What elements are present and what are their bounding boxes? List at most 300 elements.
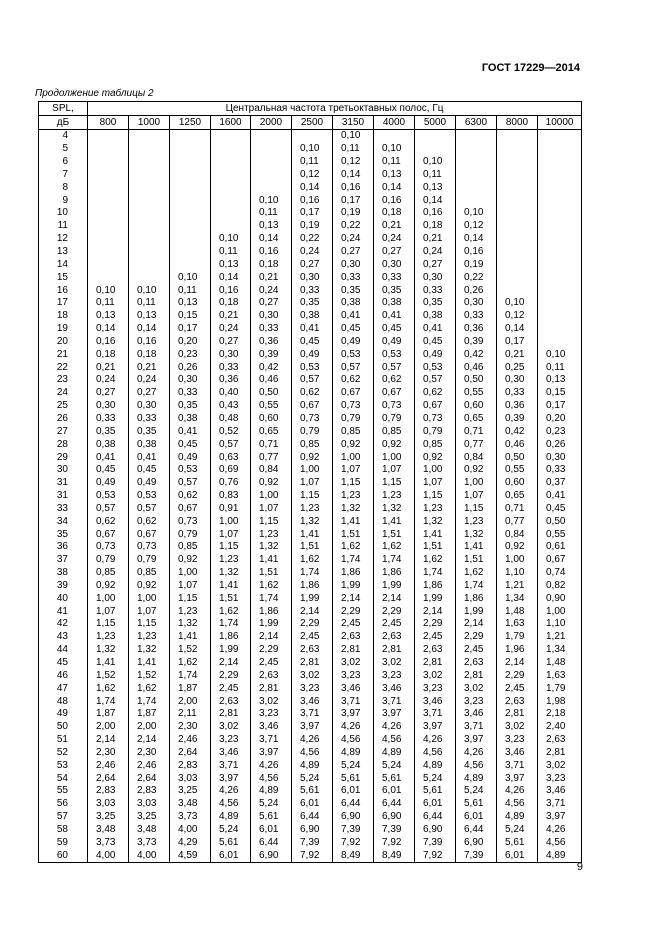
- cell-value: 1,51: [292, 541, 333, 554]
- spl-value: 52: [39, 747, 88, 760]
- cell-value: 0,30: [292, 271, 333, 284]
- table-row: [39, 348, 582, 361]
- cell-value: 4,56: [415, 747, 456, 760]
- spl-value: 40: [39, 592, 88, 605]
- cell-value: 0,24: [374, 233, 415, 246]
- cell-value: [456, 181, 497, 194]
- cell-value: 0,67: [538, 554, 582, 567]
- cell-value: 3,71: [251, 734, 292, 747]
- cell-value: 0,35: [170, 400, 211, 413]
- cell-value: 1,15: [129, 618, 170, 631]
- cell-value: 4,00: [170, 824, 211, 837]
- table-row: [39, 387, 582, 400]
- spl-value: 33: [39, 502, 88, 515]
- cell-value: 0,12: [497, 310, 538, 323]
- cell-value: 0,53: [292, 361, 333, 374]
- cell-value: [211, 169, 251, 182]
- cell-value: [88, 169, 129, 182]
- cell-value: 0,35: [88, 425, 129, 438]
- cell-value: 0,38: [333, 297, 374, 310]
- cell-value: 0,17: [170, 323, 211, 336]
- cell-value: 2,14: [292, 605, 333, 618]
- cell-value: 0,13: [88, 310, 129, 323]
- spl-value: 26: [39, 413, 88, 426]
- cell-value: 1,41: [415, 528, 456, 541]
- cell-value: 1,99: [211, 644, 251, 657]
- cell-value: 0,77: [251, 451, 292, 464]
- cell-value: [538, 194, 582, 207]
- cell-value: 1,15: [251, 515, 292, 528]
- cell-value: [88, 246, 129, 259]
- cell-value: [129, 181, 170, 194]
- cell-value: 0,73: [129, 541, 170, 554]
- cell-value: 1,00: [497, 554, 538, 567]
- cell-value: 0,45: [88, 464, 129, 477]
- cell-value: 0,33: [88, 413, 129, 426]
- cell-value: 0,11: [292, 156, 333, 169]
- cell-value: 0,11: [170, 284, 211, 297]
- cell-value: 0,30: [170, 374, 211, 387]
- frequency-header: 4000: [374, 116, 415, 130]
- cell-value: 0,35: [415, 297, 456, 310]
- cell-value: 6,01: [374, 785, 415, 798]
- cell-value: 1,96: [497, 644, 538, 657]
- spl-value: 28: [39, 438, 88, 451]
- cell-value: 0,65: [251, 425, 292, 438]
- cell-value: [538, 297, 582, 310]
- spl-value: 54: [39, 772, 88, 785]
- cell-value: [456, 169, 497, 182]
- page-number: 9: [576, 861, 583, 873]
- cell-value: 2,64: [170, 747, 211, 760]
- cell-value: 2,83: [129, 785, 170, 798]
- cell-value: 1,74: [88, 695, 129, 708]
- cell-value: 0,27: [251, 297, 292, 310]
- cell-value: 6,90: [292, 824, 333, 837]
- cell-value: 2,14: [456, 618, 497, 631]
- table-row: [39, 682, 582, 695]
- cell-value: 1,51: [456, 554, 497, 567]
- cell-value: 1,74: [292, 567, 333, 580]
- cell-value: 0,84: [497, 528, 538, 541]
- table-row: [39, 721, 582, 734]
- cell-value: 0,41: [88, 451, 129, 464]
- cell-value: 0,21: [129, 361, 170, 374]
- cell-value: 0,14: [211, 271, 251, 284]
- cell-value: 0,38: [129, 438, 170, 451]
- cell-value: 0,41: [415, 323, 456, 336]
- table-row: [39, 798, 582, 811]
- cell-value: 1,07: [456, 490, 497, 503]
- cell-value: 0,25: [497, 361, 538, 374]
- cell-value: 0,16: [251, 246, 292, 259]
- cell-value: 1,07: [374, 464, 415, 477]
- spl-value: 29: [39, 451, 88, 464]
- spl-value: 55: [39, 785, 88, 798]
- spl-value: 12: [39, 233, 88, 246]
- spl-value: 49: [39, 708, 88, 721]
- cell-value: 1,23: [333, 490, 374, 503]
- cell-value: 1,23: [251, 528, 292, 541]
- cell-value: 1,41: [456, 541, 497, 554]
- spl-value: 38: [39, 567, 88, 580]
- cell-value: 0,30: [129, 400, 170, 413]
- cell-value: 1,00: [88, 592, 129, 605]
- cell-value: 1,15: [333, 477, 374, 490]
- cell-value: 0,30: [211, 348, 251, 361]
- cell-value: 0,11: [129, 297, 170, 310]
- cell-value: 0,30: [497, 374, 538, 387]
- spl-value: 11: [39, 220, 88, 233]
- cell-value: 0,39: [456, 336, 497, 349]
- cell-value: 0,46: [251, 374, 292, 387]
- cell-value: 0,67: [374, 387, 415, 400]
- cell-value: 0,27: [415, 258, 456, 271]
- spl-value: 36: [39, 541, 88, 554]
- cell-value: 2,81: [251, 682, 292, 695]
- cell-value: [538, 233, 582, 246]
- cell-value: [170, 194, 211, 207]
- cell-value: 0,38: [292, 310, 333, 323]
- table-row: [39, 374, 582, 387]
- spl-value: 60: [39, 849, 88, 862]
- cell-value: 0,85: [333, 425, 374, 438]
- cell-value: 1,41: [211, 580, 251, 593]
- cell-value: [374, 130, 415, 143]
- cell-value: 0,11: [538, 361, 582, 374]
- frequency-header: 3150: [333, 116, 374, 130]
- cell-value: 0,50: [497, 451, 538, 464]
- cell-value: 0,36: [211, 374, 251, 387]
- cell-value: 3,03: [170, 772, 211, 785]
- cell-value: 4,56: [497, 798, 538, 811]
- cell-value: 2,83: [88, 785, 129, 798]
- cell-value: 3,97: [292, 721, 333, 734]
- cell-value: 0,22: [333, 220, 374, 233]
- cell-value: 0,33: [415, 284, 456, 297]
- cell-value: 3,71: [456, 721, 497, 734]
- cell-value: 6,90: [374, 811, 415, 824]
- cell-value: 0,45: [333, 323, 374, 336]
- cell-value: 6,01: [415, 798, 456, 811]
- cell-value: 0,24: [415, 246, 456, 259]
- cell-value: 0,77: [497, 515, 538, 528]
- cell-value: 1,00: [538, 605, 582, 618]
- cell-value: 4,56: [211, 798, 251, 811]
- cell-value: 2,63: [415, 644, 456, 657]
- cell-value: [415, 143, 456, 156]
- spl-value: 7: [39, 169, 88, 182]
- cell-value: 0,21: [211, 310, 251, 323]
- cell-value: 1,86: [333, 567, 374, 580]
- cell-value: 0,76: [211, 477, 251, 490]
- cell-value: 0,33: [538, 464, 582, 477]
- spl-value: 56: [39, 798, 88, 811]
- cell-value: 2,45: [211, 682, 251, 695]
- spl-frequency-table: [38, 101, 582, 863]
- cell-value: 3,02: [251, 695, 292, 708]
- table-row: [39, 772, 582, 785]
- cell-value: 1,23: [415, 502, 456, 515]
- cell-value: [497, 246, 538, 259]
- cell-value: 0,10: [415, 156, 456, 169]
- spl-value: 57: [39, 811, 88, 824]
- table-row: [39, 631, 582, 644]
- cell-value: 1,99: [415, 592, 456, 605]
- table-row: [39, 258, 582, 271]
- cell-value: 1,00: [251, 490, 292, 503]
- cell-value: 0,60: [456, 400, 497, 413]
- cell-value: 1,32: [333, 502, 374, 515]
- cell-value: 0,69: [211, 464, 251, 477]
- cell-value: 0,53: [88, 490, 129, 503]
- cell-value: [456, 143, 497, 156]
- cell-value: 2,45: [456, 644, 497, 657]
- cell-value: 0,49: [374, 336, 415, 349]
- cell-value: 2,14: [497, 657, 538, 670]
- cell-value: 0,53: [374, 348, 415, 361]
- cell-value: 0,23: [170, 348, 211, 361]
- cell-value: 1,15: [211, 541, 251, 554]
- spl-value: 15: [39, 271, 88, 284]
- cell-value: [129, 207, 170, 220]
- cell-value: 0,21: [497, 348, 538, 361]
- cell-value: 0,12: [456, 220, 497, 233]
- cell-value: 2,30: [88, 747, 129, 760]
- cell-value: [88, 233, 129, 246]
- cell-value: 0,79: [333, 413, 374, 426]
- cell-value: 0,79: [415, 425, 456, 438]
- cell-value: 4,26: [538, 824, 582, 837]
- cell-value: [129, 271, 170, 284]
- cell-value: 0,11: [374, 156, 415, 169]
- cell-value: 1,62: [333, 541, 374, 554]
- cell-value: 0,17: [538, 400, 582, 413]
- table-row: [39, 490, 582, 503]
- cell-value: 3,25: [88, 811, 129, 824]
- cell-value: 0,57: [129, 502, 170, 515]
- cell-value: 0,36: [456, 323, 497, 336]
- cell-value: 4,89: [497, 811, 538, 824]
- table-row: [39, 233, 582, 246]
- cell-value: 0,41: [538, 490, 582, 503]
- cell-value: 0,55: [538, 528, 582, 541]
- cell-value: 5,24: [251, 798, 292, 811]
- cell-value: 0,16: [88, 336, 129, 349]
- cell-value: 6,44: [333, 798, 374, 811]
- cell-value: 2,14: [333, 592, 374, 605]
- cell-value: [456, 156, 497, 169]
- cell-value: 1,98: [538, 695, 582, 708]
- cell-value: 0,92: [170, 554, 211, 567]
- cell-value: 3,02: [292, 669, 333, 682]
- cell-value: [170, 181, 211, 194]
- cell-value: 1,79: [538, 682, 582, 695]
- cell-value: 0,67: [415, 400, 456, 413]
- cell-value: 0,63: [211, 451, 251, 464]
- spl-value: 14: [39, 258, 88, 271]
- table-row: [39, 669, 582, 682]
- cell-value: 0,10: [170, 271, 211, 284]
- cell-value: 2,40: [538, 721, 582, 734]
- cell-value: [497, 181, 538, 194]
- cell-value: 5,24: [333, 759, 374, 772]
- cell-value: 1,86: [374, 567, 415, 580]
- table-row: [39, 824, 582, 837]
- cell-value: 0,71: [456, 425, 497, 438]
- spl-value: 10: [39, 207, 88, 220]
- spl-value: 4: [39, 130, 88, 143]
- cell-value: 0,42: [497, 425, 538, 438]
- cell-value: 3,02: [415, 669, 456, 682]
- cell-value: 0,73: [415, 413, 456, 426]
- cell-value: [497, 233, 538, 246]
- cell-value: 0,45: [292, 336, 333, 349]
- cell-value: 5,24: [292, 772, 333, 785]
- cell-value: 5,61: [333, 772, 374, 785]
- cell-value: 2,63: [292, 644, 333, 657]
- cell-value: 5,24: [211, 824, 251, 837]
- cell-value: 2,81: [211, 708, 251, 721]
- cell-value: 3,03: [88, 798, 129, 811]
- cell-value: 4,89: [333, 747, 374, 760]
- cell-value: 3,97: [251, 747, 292, 760]
- cell-value: 0,18: [415, 220, 456, 233]
- cell-value: 2,18: [538, 708, 582, 721]
- cell-value: 0,62: [88, 515, 129, 528]
- cell-value: 0,48: [211, 413, 251, 426]
- cell-value: 1,51: [211, 592, 251, 605]
- cell-value: 2,83: [170, 759, 211, 772]
- cell-value: 7,92: [292, 849, 333, 862]
- cell-value: 4,26: [497, 785, 538, 798]
- spl-value: 53: [39, 759, 88, 772]
- cell-value: 0,92: [415, 451, 456, 464]
- cell-value: [251, 156, 292, 169]
- cell-value: 2,29: [456, 631, 497, 644]
- cell-value: 0,27: [211, 336, 251, 349]
- cell-value: 1,86: [292, 580, 333, 593]
- cell-value: 0,10: [129, 284, 170, 297]
- cell-value: 3,02: [497, 721, 538, 734]
- cell-value: 0,77: [456, 438, 497, 451]
- cell-value: 0,49: [333, 336, 374, 349]
- spl-value: 48: [39, 695, 88, 708]
- table-row: [39, 336, 582, 349]
- cell-value: 0,57: [88, 502, 129, 515]
- spl-value: 51: [39, 734, 88, 747]
- cell-value: 1,41: [251, 554, 292, 567]
- cell-value: 0,12: [292, 169, 333, 182]
- cell-value: [292, 130, 333, 143]
- cell-value: 0,62: [333, 374, 374, 387]
- frequency-header: 6300: [456, 116, 497, 130]
- cell-value: 0,17: [333, 194, 374, 207]
- cell-value: 7,39: [374, 824, 415, 837]
- cell-value: [497, 284, 538, 297]
- cell-value: 7,92: [415, 849, 456, 862]
- cell-value: [538, 220, 582, 233]
- cell-value: 0,37: [538, 477, 582, 490]
- cell-value: 0,45: [129, 464, 170, 477]
- cell-value: 0,17: [292, 207, 333, 220]
- cell-value: 0,53: [129, 490, 170, 503]
- cell-value: 1,41: [292, 528, 333, 541]
- spl-value: 9: [39, 194, 88, 207]
- cell-value: [538, 310, 582, 323]
- cell-value: 1,86: [211, 631, 251, 644]
- table-row: [39, 169, 582, 182]
- table-row: [39, 811, 582, 824]
- cell-value: 2,63: [211, 695, 251, 708]
- cell-value: 4,26: [292, 734, 333, 747]
- cell-value: 1,74: [129, 695, 170, 708]
- cell-value: 0,38: [374, 297, 415, 310]
- cell-value: 0,52: [211, 425, 251, 438]
- cell-value: 7,39: [333, 824, 374, 837]
- cell-value: 3,02: [211, 721, 251, 734]
- spl-value: 23: [39, 374, 88, 387]
- cell-value: 6,90: [456, 836, 497, 849]
- cell-value: 0,30: [538, 451, 582, 464]
- cell-value: 0,41: [374, 310, 415, 323]
- spl-value: 31: [39, 490, 88, 503]
- cell-value: 7,39: [415, 836, 456, 849]
- cell-value: [88, 220, 129, 233]
- cell-value: [211, 143, 251, 156]
- cell-value: [170, 143, 211, 156]
- spl-value: 13: [39, 246, 88, 259]
- cell-value: 1,74: [251, 592, 292, 605]
- cell-value: 0,84: [456, 451, 497, 464]
- cell-value: 3,48: [129, 824, 170, 837]
- cell-value: 1,99: [292, 592, 333, 605]
- cell-value: 3,71: [497, 759, 538, 772]
- cell-value: 3,46: [333, 682, 374, 695]
- cell-value: [415, 130, 456, 143]
- cell-value: 3,23: [374, 669, 415, 682]
- cell-value: 2,46: [88, 759, 129, 772]
- cell-value: 2,45: [497, 682, 538, 695]
- cell-value: 3,46: [292, 695, 333, 708]
- cell-value: 1,15: [456, 502, 497, 515]
- cell-value: 0,92: [88, 580, 129, 593]
- table-row: [39, 502, 582, 515]
- cell-value: [129, 233, 170, 246]
- cell-value: 0,11: [333, 143, 374, 156]
- cell-value: 2,46: [170, 734, 211, 747]
- cell-value: 2,45: [333, 618, 374, 631]
- cell-value: 0,14: [497, 323, 538, 336]
- cell-value: 0,57: [170, 477, 211, 490]
- cell-value: 1,62: [170, 657, 211, 670]
- cell-value: 3,46: [538, 785, 582, 798]
- frequency-header: 10000: [538, 116, 582, 130]
- cell-value: 0,55: [497, 464, 538, 477]
- table-row: [39, 310, 582, 323]
- cell-value: 0,21: [415, 233, 456, 246]
- cell-value: [497, 169, 538, 182]
- cell-value: 1,74: [456, 580, 497, 593]
- cell-value: 4,26: [251, 759, 292, 772]
- cell-value: 0,49: [88, 477, 129, 490]
- cell-value: 3,46: [374, 682, 415, 695]
- cell-value: 1,41: [170, 631, 211, 644]
- cell-value: 0,36: [251, 336, 292, 349]
- cell-value: 2,46: [129, 759, 170, 772]
- cell-value: 1,07: [251, 502, 292, 515]
- cell-value: [538, 258, 582, 271]
